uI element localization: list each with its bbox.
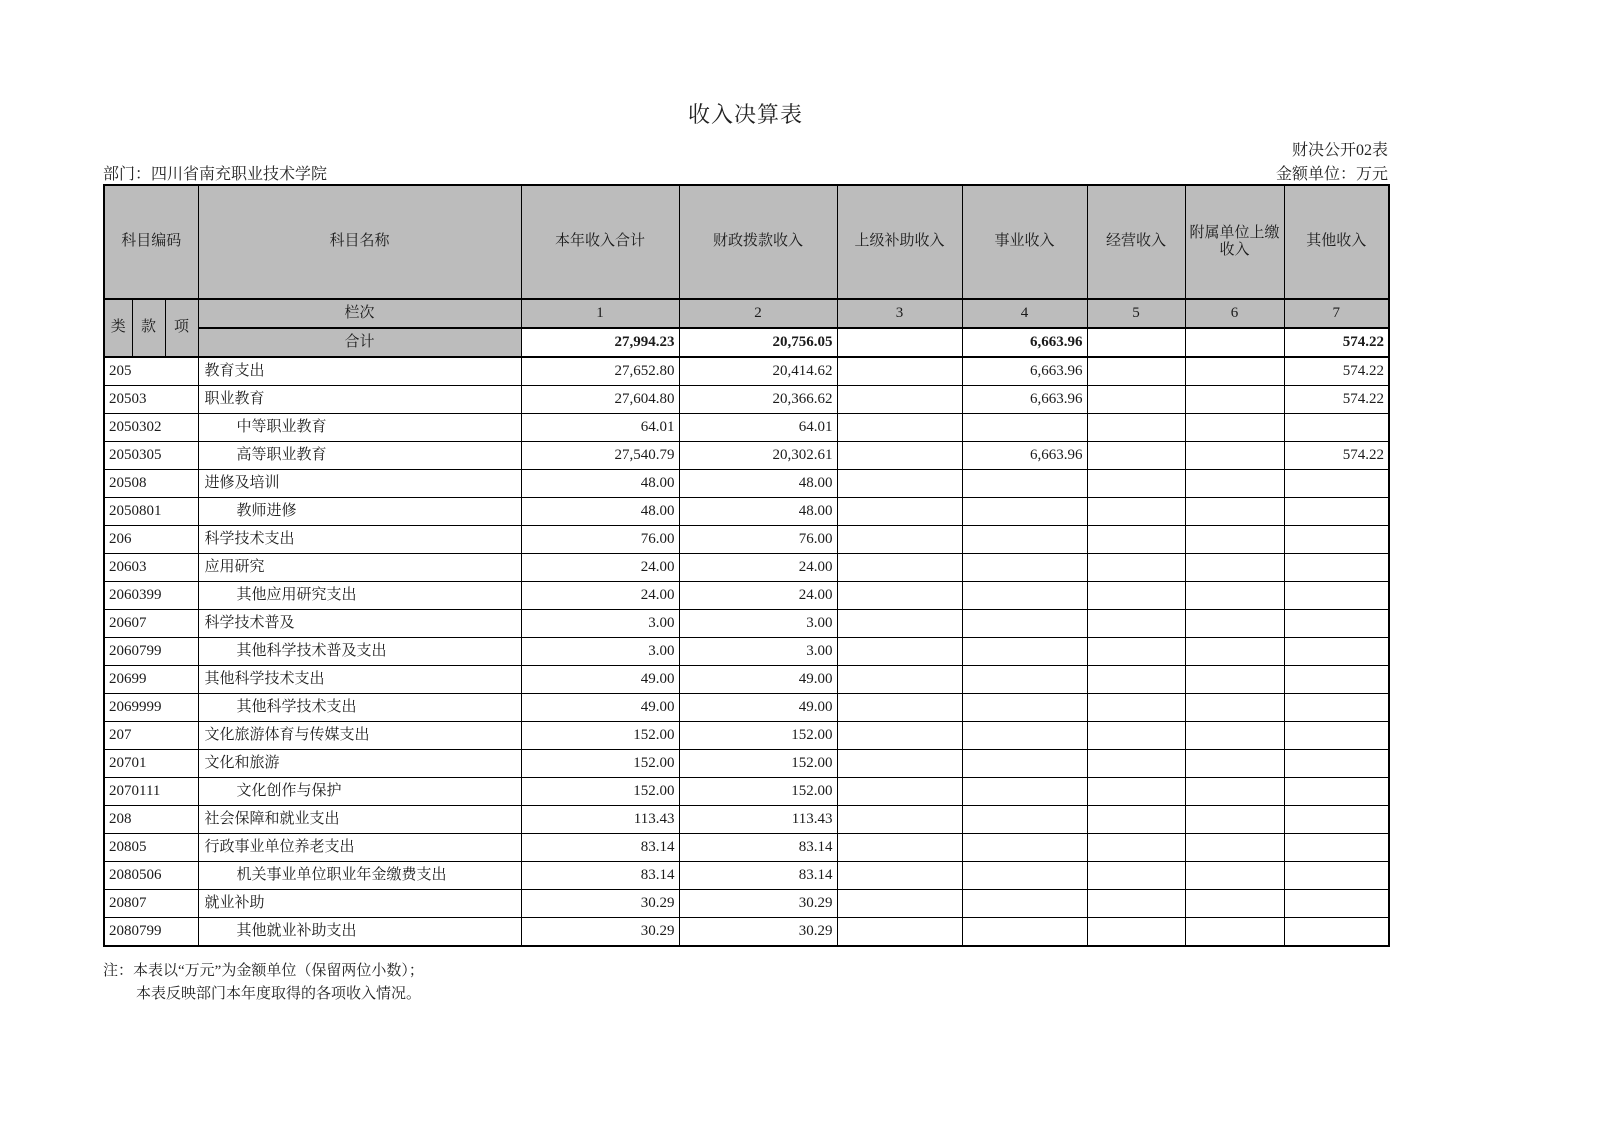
- code-cell: 20503: [104, 386, 198, 414]
- code-cell: 205: [104, 357, 198, 386]
- name-cell: 科学技术支出: [198, 526, 521, 554]
- value-cell: [1284, 638, 1389, 666]
- code-cell: 206: [104, 526, 198, 554]
- value-cell: [962, 526, 1087, 554]
- value-cell: [1185, 386, 1284, 414]
- value-cell: [837, 750, 962, 778]
- value-cell: [837, 890, 962, 918]
- table-row: [104, 526, 1389, 554]
- value-cell: [837, 722, 962, 750]
- name-cell: 文化旅游体育与传媒支出: [198, 722, 521, 750]
- total-value-cell: [1185, 328, 1284, 357]
- footnote-line-1: 注：本表以“万元”为金额单位（保留两位小数）；: [103, 963, 424, 979]
- header-col-label: 事业收入: [962, 185, 1087, 299]
- value-cell: [1284, 414, 1389, 442]
- value-cell: 83.14: [679, 862, 837, 890]
- value-cell: [1185, 806, 1284, 834]
- total-row: [104, 328, 1389, 357]
- code-cell: 20805: [104, 834, 198, 862]
- code-cell: 2050305: [104, 442, 198, 470]
- total-label: 合计: [198, 328, 521, 357]
- code-cell: 2050302: [104, 414, 198, 442]
- value-cell: [1284, 778, 1389, 806]
- code-cell: 20701: [104, 750, 198, 778]
- value-cell: [1087, 862, 1185, 890]
- value-cell: 3.00: [521, 638, 679, 666]
- total-value-cell: 6,663.96: [962, 328, 1087, 357]
- value-cell: [1185, 498, 1284, 526]
- code-cell: 2080506: [104, 862, 198, 890]
- header-row-lanci: [104, 299, 1389, 328]
- value-cell: [1284, 806, 1389, 834]
- value-cell: [1087, 554, 1185, 582]
- unit-label: 金额单位：万元: [1275, 166, 1388, 183]
- table-row: [104, 582, 1389, 610]
- value-cell: [1087, 806, 1185, 834]
- value-cell: [962, 470, 1087, 498]
- value-cell: [1284, 554, 1389, 582]
- value-cell: 83.14: [521, 862, 679, 890]
- table-row: [104, 498, 1389, 526]
- value-cell: 152.00: [521, 778, 679, 806]
- header-col-number: 7: [1284, 299, 1389, 328]
- name-cell: 社会保障和就业支出: [198, 806, 521, 834]
- value-cell: [1185, 694, 1284, 722]
- name-cell: 其他科学技术支出: [198, 666, 521, 694]
- header-subject-name: 科目名称: [198, 185, 521, 299]
- value-cell: 24.00: [521, 554, 679, 582]
- total-value-cell: 20,756.05: [679, 328, 837, 357]
- value-cell: [1185, 666, 1284, 694]
- table-row: [104, 357, 1389, 386]
- header-code-sub: 款: [132, 299, 165, 357]
- header-col-label: 上级补助收入: [837, 185, 962, 299]
- value-cell: 49.00: [679, 694, 837, 722]
- value-cell: 76.00: [521, 526, 679, 554]
- value-cell: [962, 722, 1087, 750]
- value-cell: 113.43: [679, 806, 837, 834]
- value-cell: [1087, 638, 1185, 666]
- value-cell: [1087, 357, 1185, 386]
- value-cell: [1087, 526, 1185, 554]
- header-row-main: [104, 185, 1389, 299]
- value-cell: [837, 414, 962, 442]
- value-cell: 30.29: [521, 918, 679, 947]
- value-cell: 30.29: [679, 918, 837, 947]
- value-cell: [1185, 750, 1284, 778]
- code-cell: 20603: [104, 554, 198, 582]
- value-cell: [962, 834, 1087, 862]
- value-cell: [1185, 862, 1284, 890]
- name-cell: 行政事业单位养老支出: [198, 834, 521, 862]
- value-cell: [1284, 862, 1389, 890]
- table-row: [104, 470, 1389, 498]
- value-cell: [837, 666, 962, 694]
- value-cell: [837, 834, 962, 862]
- name-cell: 教师进修: [198, 498, 521, 526]
- table-head: [104, 185, 1389, 357]
- value-cell: [1087, 918, 1185, 947]
- value-cell: [1284, 750, 1389, 778]
- value-cell: [1087, 582, 1185, 610]
- value-cell: 6,663.96: [962, 357, 1087, 386]
- value-cell: [1087, 722, 1185, 750]
- value-cell: [1185, 918, 1284, 947]
- footnote-line-2: 本表反映部门本年度取得的各项收入情况。: [136, 986, 422, 1003]
- value-cell: [962, 610, 1087, 638]
- value-cell: 48.00: [679, 498, 837, 526]
- value-cell: 48.00: [521, 498, 679, 526]
- name-cell: 职业教育: [198, 386, 521, 414]
- page-title: 收入决算表: [687, 102, 803, 127]
- value-cell: [1087, 778, 1185, 806]
- code-cell: 2060399: [104, 582, 198, 610]
- header-col-label: 财政拨款收入: [679, 185, 837, 299]
- value-cell: [837, 806, 962, 834]
- value-cell: 27,604.80: [521, 386, 679, 414]
- table-row: [104, 414, 1389, 442]
- value-cell: [1087, 666, 1185, 694]
- value-cell: [1185, 470, 1284, 498]
- table-row: [104, 918, 1389, 947]
- value-cell: [1284, 890, 1389, 918]
- value-cell: [962, 862, 1087, 890]
- value-cell: 24.00: [521, 582, 679, 610]
- header-col-number: 1: [521, 299, 679, 328]
- value-cell: [1185, 414, 1284, 442]
- table-row: [104, 610, 1389, 638]
- value-cell: [1087, 442, 1185, 470]
- value-cell: 30.29: [521, 890, 679, 918]
- value-cell: 83.14: [521, 834, 679, 862]
- value-cell: [1284, 834, 1389, 862]
- value-cell: [1284, 918, 1389, 947]
- value-cell: [837, 582, 962, 610]
- value-cell: [1185, 834, 1284, 862]
- value-cell: [1087, 750, 1185, 778]
- table-row: [104, 778, 1389, 806]
- value-cell: [962, 890, 1087, 918]
- name-cell: 其他科学技术支出: [198, 694, 521, 722]
- department-label: 部门：四川省南充职业技术学院: [103, 166, 328, 183]
- code-cell: 2070111: [104, 778, 198, 806]
- value-cell: [1185, 582, 1284, 610]
- value-cell: [837, 610, 962, 638]
- income-final-accounts-table: [103, 184, 1390, 947]
- value-cell: [1284, 526, 1389, 554]
- value-cell: [1087, 610, 1185, 638]
- name-cell: 文化创作与保护: [198, 778, 521, 806]
- value-cell: 49.00: [521, 694, 679, 722]
- value-cell: 83.14: [679, 834, 837, 862]
- value-cell: 152.00: [679, 722, 837, 750]
- total-value-cell: 574.22: [1284, 328, 1389, 357]
- value-cell: [1087, 694, 1185, 722]
- value-cell: [837, 778, 962, 806]
- value-cell: 6,663.96: [962, 386, 1087, 414]
- code-cell: 2069999: [104, 694, 198, 722]
- value-cell: [1185, 554, 1284, 582]
- code-cell: 20807: [104, 890, 198, 918]
- table-row: [104, 638, 1389, 666]
- value-cell: 152.00: [679, 750, 837, 778]
- value-cell: [837, 498, 962, 526]
- table-row: [104, 834, 1389, 862]
- value-cell: 27,540.79: [521, 442, 679, 470]
- value-cell: [962, 806, 1087, 834]
- name-cell: 应用研究: [198, 554, 521, 582]
- table-body: [104, 357, 1389, 946]
- value-cell: [1284, 666, 1389, 694]
- value-cell: [1185, 610, 1284, 638]
- value-cell: [1185, 526, 1284, 554]
- report-sheet: [103, 0, 1388, 1007]
- code-cell: 208: [104, 806, 198, 834]
- value-cell: [1284, 610, 1389, 638]
- code-cell: 20699: [104, 666, 198, 694]
- value-cell: 48.00: [521, 470, 679, 498]
- value-cell: [1284, 470, 1389, 498]
- name-cell: 科学技术普及: [198, 610, 521, 638]
- value-cell: [962, 554, 1087, 582]
- value-cell: [1185, 442, 1284, 470]
- value-cell: 574.22: [1284, 442, 1389, 470]
- header-col-label: 其他收入: [1284, 185, 1389, 299]
- value-cell: [837, 357, 962, 386]
- value-cell: [837, 470, 962, 498]
- name-cell: 中等职业教育: [198, 414, 521, 442]
- value-cell: 3.00: [521, 610, 679, 638]
- value-cell: [1185, 722, 1284, 750]
- value-cell: [1087, 498, 1185, 526]
- name-cell: 就业补助: [198, 890, 521, 918]
- doc-code-label: 财决公开02表: [1291, 142, 1388, 159]
- value-cell: [962, 414, 1087, 442]
- table-row: [104, 442, 1389, 470]
- table-row: [104, 750, 1389, 778]
- name-cell: 教育支出: [198, 357, 521, 386]
- value-cell: [837, 554, 962, 582]
- code-cell: 2080799: [104, 918, 198, 947]
- header-col-label: 经营收入: [1087, 185, 1185, 299]
- value-cell: [837, 526, 962, 554]
- value-cell: [1185, 890, 1284, 918]
- table-row: [104, 862, 1389, 890]
- value-cell: [962, 638, 1087, 666]
- value-cell: [1185, 357, 1284, 386]
- name-cell: 文化和旅游: [198, 750, 521, 778]
- table-row: [104, 806, 1389, 834]
- name-cell: 机关事业单位职业年金缴费支出: [198, 862, 521, 890]
- table-row: [104, 722, 1389, 750]
- value-cell: [1087, 414, 1185, 442]
- value-cell: 152.00: [679, 778, 837, 806]
- header-col-number: 5: [1087, 299, 1185, 328]
- value-cell: [1087, 890, 1185, 918]
- name-cell: 进修及培训: [198, 470, 521, 498]
- table-row: [104, 554, 1389, 582]
- value-cell: 64.01: [521, 414, 679, 442]
- value-cell: [1087, 834, 1185, 862]
- value-cell: [1087, 470, 1185, 498]
- value-cell: 152.00: [521, 750, 679, 778]
- value-cell: 3.00: [679, 610, 837, 638]
- value-cell: [962, 498, 1087, 526]
- value-cell: 76.00: [679, 526, 837, 554]
- meta-row: [103, 161, 1388, 184]
- value-cell: [1087, 386, 1185, 414]
- value-cell: 24.00: [679, 554, 837, 582]
- value-cell: 113.43: [521, 806, 679, 834]
- code-cell: 2050801: [104, 498, 198, 526]
- table-row: [104, 890, 1389, 918]
- value-cell: 574.22: [1284, 357, 1389, 386]
- value-cell: [1185, 638, 1284, 666]
- value-cell: [962, 778, 1087, 806]
- name-cell: 高等职业教育: [198, 442, 521, 470]
- value-cell: 24.00: [679, 582, 837, 610]
- table-row: [104, 666, 1389, 694]
- value-cell: 20,366.62: [679, 386, 837, 414]
- value-cell: [1185, 778, 1284, 806]
- value-cell: [837, 638, 962, 666]
- value-cell: [1284, 498, 1389, 526]
- value-cell: 49.00: [679, 666, 837, 694]
- table-row: [104, 694, 1389, 722]
- value-cell: [837, 694, 962, 722]
- value-cell: [1284, 694, 1389, 722]
- header-code-sub: 项: [165, 299, 198, 357]
- name-cell: 其他应用研究支出: [198, 582, 521, 610]
- header-col-number: 2: [679, 299, 837, 328]
- name-cell: 其他科学技术普及支出: [198, 638, 521, 666]
- value-cell: 152.00: [521, 722, 679, 750]
- total-value-cell: [1087, 328, 1185, 357]
- value-cell: 574.22: [1284, 386, 1389, 414]
- total-value-cell: 27,994.23: [521, 328, 679, 357]
- value-cell: [962, 918, 1087, 947]
- header-subject-code: 科目编码: [104, 185, 198, 299]
- header-col-label: 本年收入合计: [521, 185, 679, 299]
- header-code-sub: 类: [104, 299, 132, 357]
- value-cell: 20,414.62: [679, 357, 837, 386]
- code-cell: 207: [104, 722, 198, 750]
- value-cell: 20,302.61: [679, 442, 837, 470]
- footnotes: [103, 960, 1388, 1007]
- value-cell: 6,663.96: [962, 442, 1087, 470]
- value-cell: [837, 918, 962, 947]
- header-lanci-label: 栏次: [198, 299, 521, 328]
- value-cell: 48.00: [679, 470, 837, 498]
- header-col-number: 3: [837, 299, 962, 328]
- value-cell: [1284, 582, 1389, 610]
- value-cell: [962, 582, 1087, 610]
- value-cell: [962, 750, 1087, 778]
- value-cell: 27,652.80: [521, 357, 679, 386]
- value-cell: 3.00: [679, 638, 837, 666]
- header-col-number: 4: [962, 299, 1087, 328]
- header-col-label: 附属单位上缴收入: [1185, 185, 1284, 299]
- value-cell: 30.29: [679, 890, 837, 918]
- code-cell: 20508: [104, 470, 198, 498]
- value-cell: [837, 386, 962, 414]
- total-value-cell: [837, 328, 962, 357]
- code-cell: 2060799: [104, 638, 198, 666]
- code-cell: 20607: [104, 610, 198, 638]
- value-cell: [837, 862, 962, 890]
- value-cell: [962, 666, 1087, 694]
- table-row: [104, 386, 1389, 414]
- value-cell: [837, 442, 962, 470]
- value-cell: [1284, 722, 1389, 750]
- value-cell: 49.00: [521, 666, 679, 694]
- value-cell: 64.01: [679, 414, 837, 442]
- name-cell: 其他就业补助支出: [198, 918, 521, 947]
- value-cell: [962, 694, 1087, 722]
- header-col-number: 6: [1185, 299, 1284, 328]
